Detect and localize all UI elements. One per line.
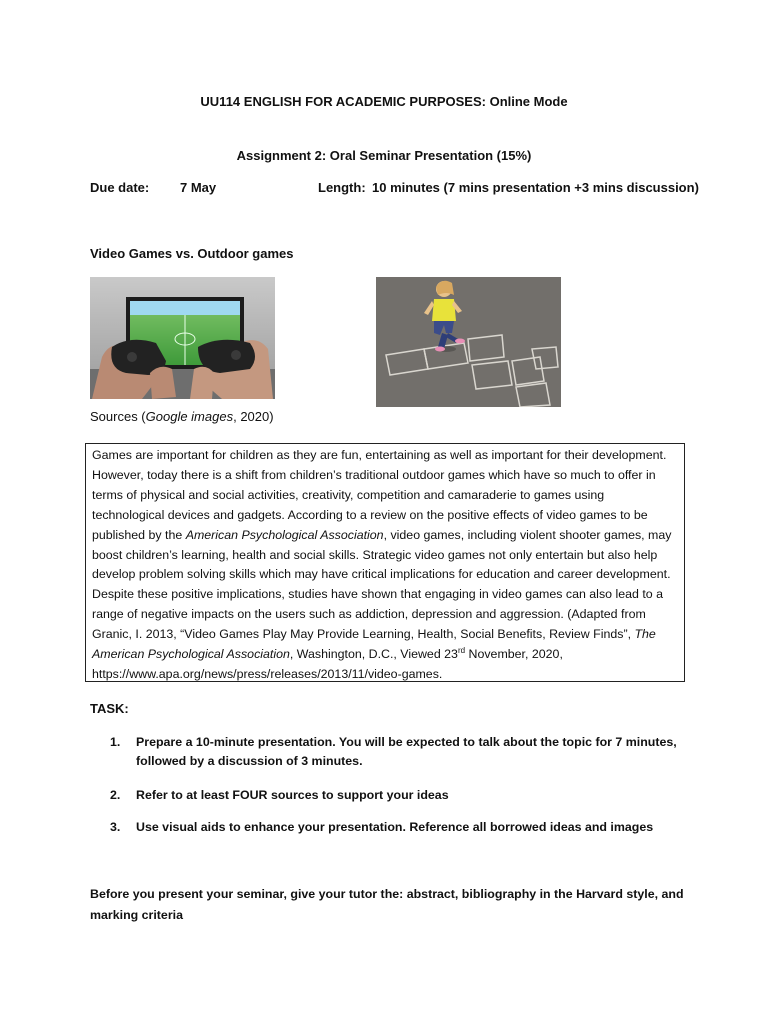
passage-part2: , video games, including violent shooter games, may boost children’s learning, health and social skills. Strategic video games not only entertain but also help develop problem solving skills which may have critical implications for education and career development. Despite these positive implications, studies have shown that engaging in video games can also lead to a range of negative impacts on the users such as addiction, depression and aggression. (Adapted from Granic, I. 2013, “Video Games Play May Provide Learning, Health, Social Benefits, Review Finds”, — [92, 527, 672, 642]
task-item — [110, 733, 690, 773]
reading-passage-box — [85, 443, 685, 682]
task-item — [110, 786, 690, 806]
length-value: 10 minutes (7 mins presentation +3 mins discussion) — [372, 180, 699, 195]
passage-italic2: The American Psychological Association — [92, 627, 656, 662]
assignment-title: Assignment 2: Oral Seminar Presentation (15%) — [236, 148, 532, 163]
hopscotch-image — [376, 277, 561, 407]
passage-part4: November, 2020, https://www.apa.org/news/press/releases/2013/11/video-games. — [92, 647, 563, 681]
passage-sup: rd — [457, 645, 466, 655]
task-item-number: 2. — [110, 788, 121, 802]
sources-suffix: , 2020) — [233, 409, 274, 424]
sources-italic: Google images — [145, 409, 234, 424]
passage-italic1: American Psychological Association — [185, 527, 384, 542]
image-sources — [90, 409, 274, 424]
task-item-text: Prepare a 10-minute presentation. You will be expected to talk about the topic for 7 minutes, followed by a discussion of 3 minutes. — [136, 735, 677, 768]
task-item — [110, 818, 690, 838]
task-label: TASK: — [90, 701, 129, 716]
task-item-number: 3. — [110, 820, 121, 834]
task-item-number: 1. — [110, 735, 121, 749]
passage-part3: , Washington, D.C., Viewed 23 — [289, 647, 458, 662]
video-game-image — [90, 277, 275, 399]
topic-heading: Video Games vs. Outdoor games — [90, 246, 294, 261]
length-label: Length: — [318, 180, 366, 195]
task-item-text: Use visual aids to enhance your presentation. Reference all borrowed ideas and images — [136, 820, 654, 834]
due-label: Due date: — [90, 180, 150, 195]
due-value: 7 May — [180, 180, 217, 195]
course-title: UU114 ENGLISH FOR ACADEMIC PURPOSES: Online Mode — [200, 94, 568, 109]
passage-part1: Games are important for children as they are fun, entertaining as well as important for their development. However, today there is a shift from children’s traditional outdoor games which have so much to offer in terms of physical and social activities, creativity, competition and camaraderie to games using technological devices and gadgets. According to a review on the positive effects of video games to be published by the — [92, 448, 667, 542]
sources-prefix: Sources ( — [90, 409, 146, 424]
submission-note: Before you present your seminar, give your tutor the: abstract, bibliography in the Harvard style, and marking criteria — [90, 887, 684, 922]
task-item-text: Refer to at least FOUR sources to support your ideas — [136, 788, 449, 802]
